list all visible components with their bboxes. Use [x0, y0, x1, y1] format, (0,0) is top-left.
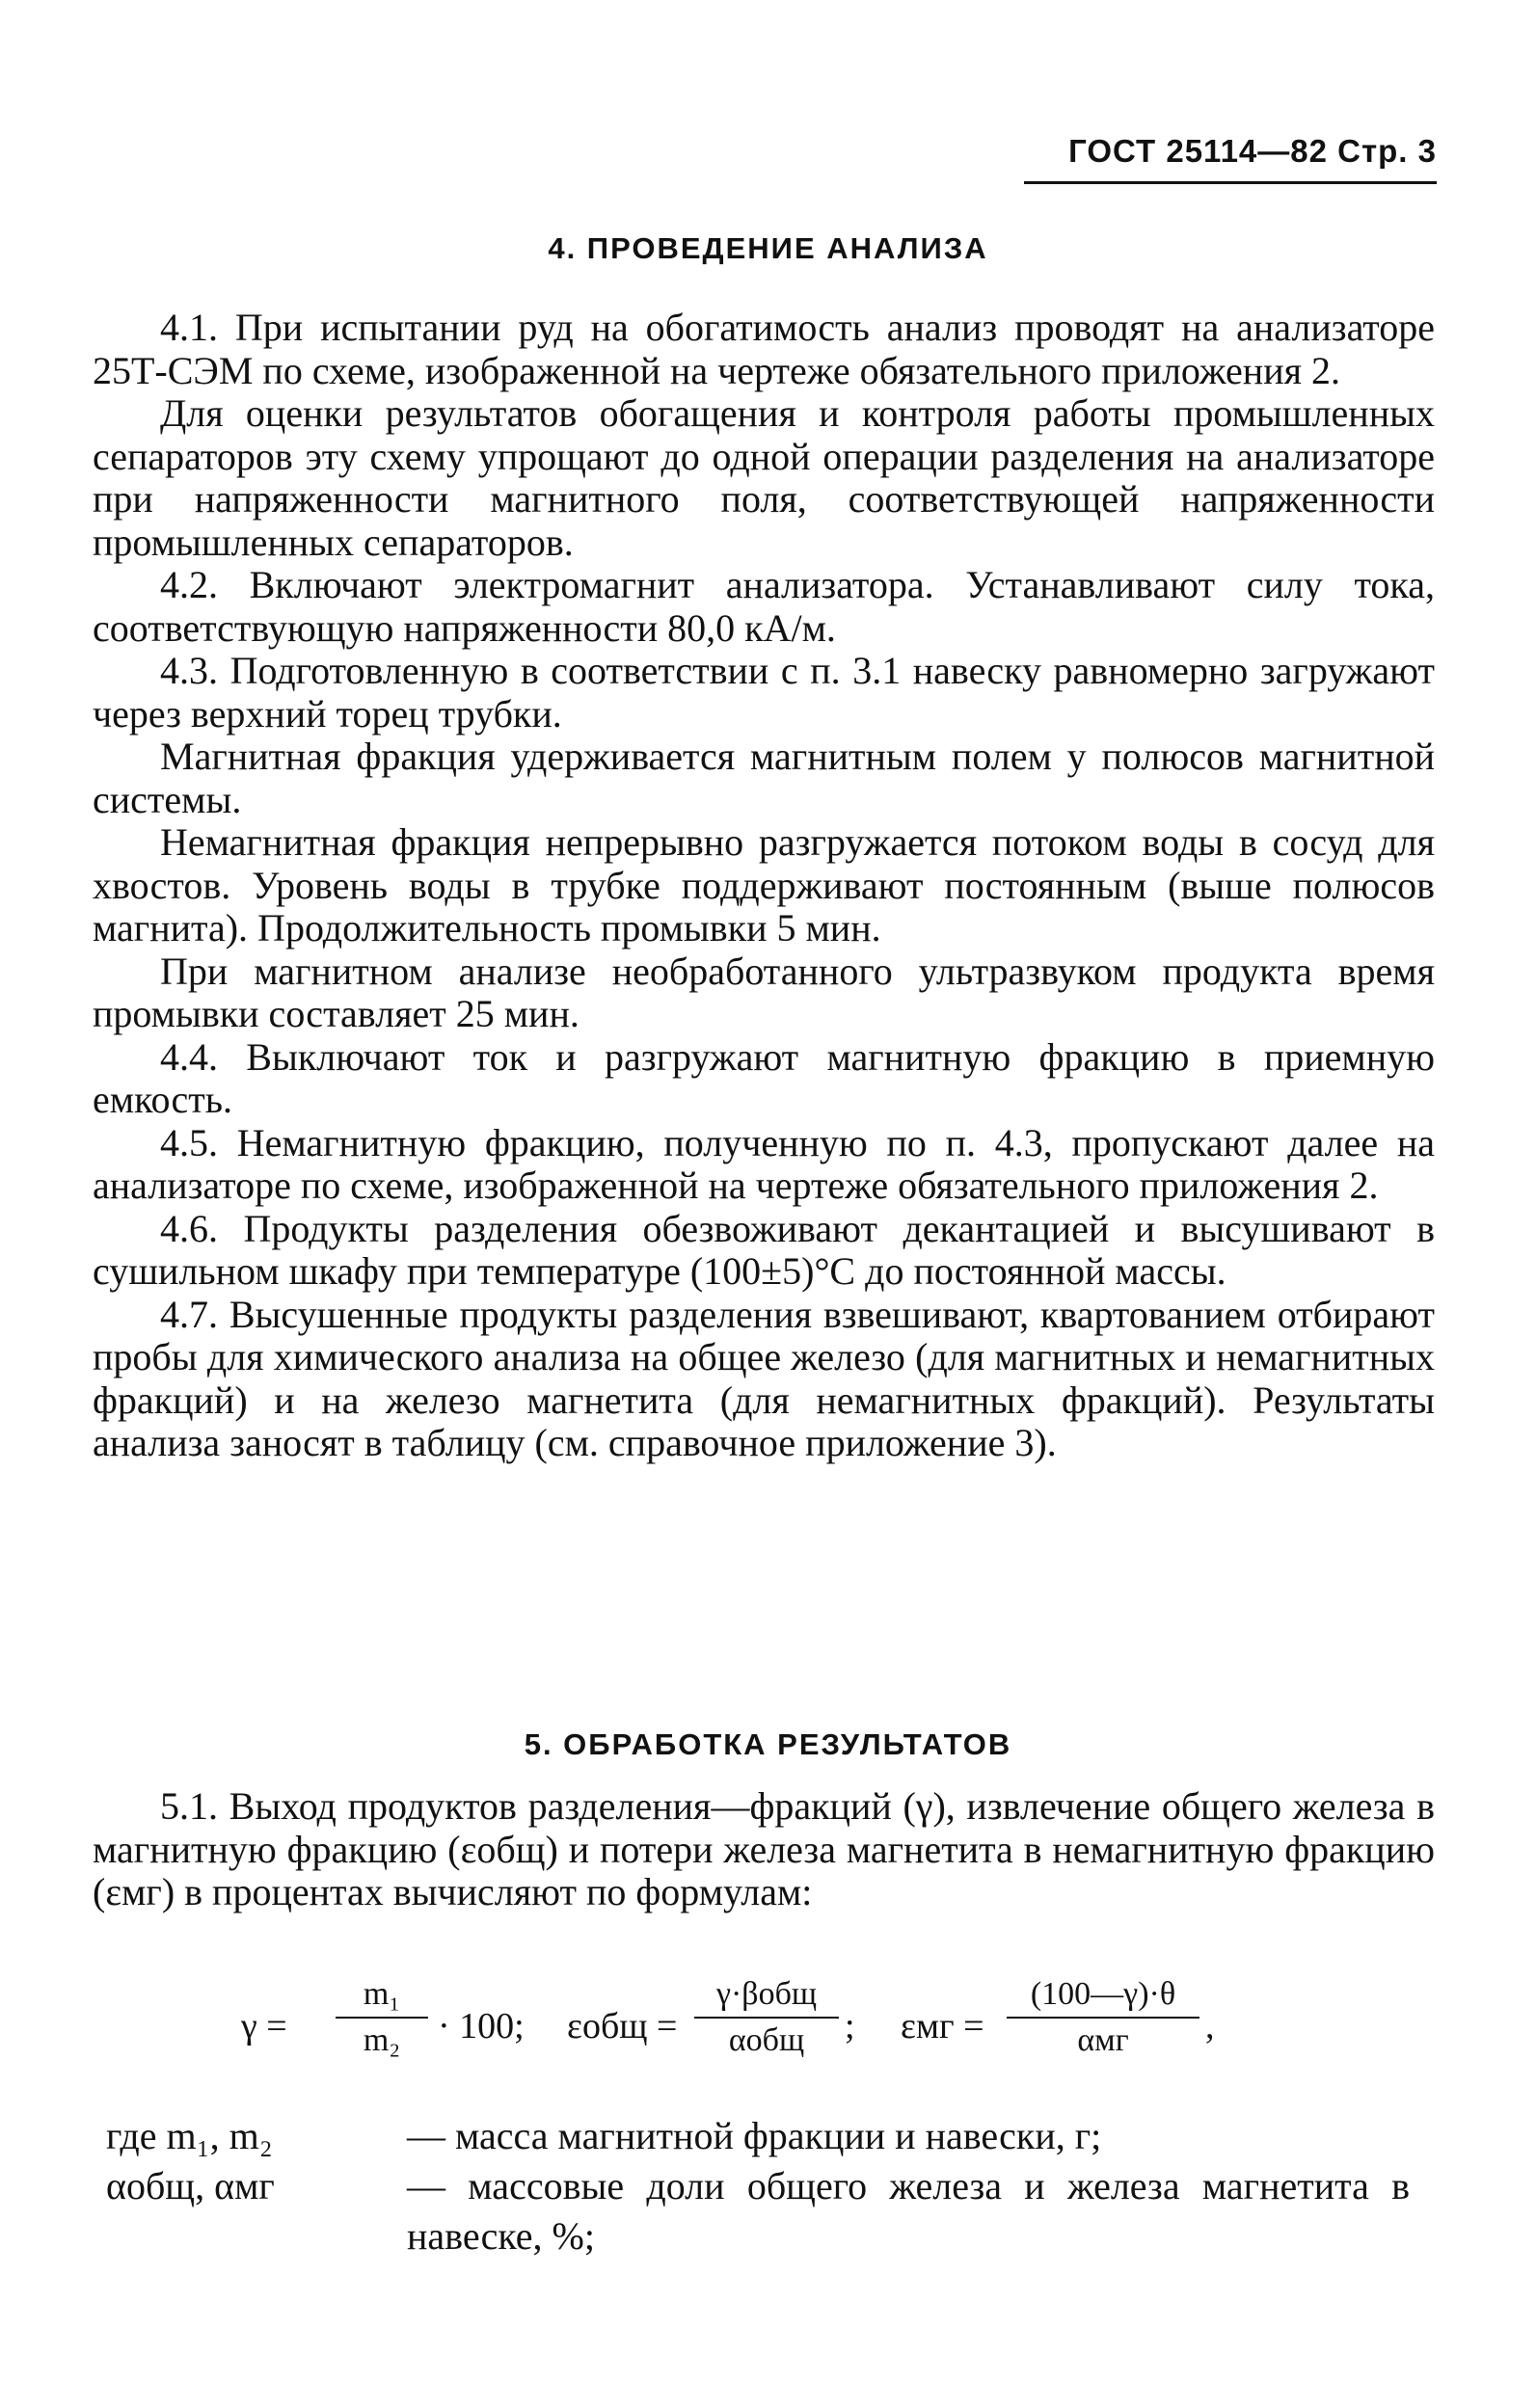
paragraph: 4.1. При испытании руд на обогатимость анализ проводят на анализаторе 25Т-СЭМ по схеме, изображенной на чертеже обязательного приложения 2.	[93, 306, 1435, 392]
paragraph: 4.6. Продукты разделения обезвоживают декантацией и высушивают в сушильном шкафу при температуре (100±5)°С до постоянной массы.	[93, 1206, 1435, 1293]
header-rule	[1024, 181, 1437, 184]
paragraph: Для оценки результатов обогащения и контроля работы промышленных сепараторов эту схему упрощают до одной операции разделения на анализаторе при напряженности магнитного поля, соответствующей напряженности промышленных сепараторов.	[93, 391, 1435, 564]
paragraph: 4.7. Высушенные продукты разделения взвешивают, квартованием отбирают пробы для химического анализа на общее железо (для магнитных и немагнитных фракций) и на железо магнетита (для немагнитных фракций). Результаты анализа заносят в таблицу (см. справочное приложение 3).	[93, 1292, 1435, 1464]
definition-text: — масса магнитной фракции и навески, г;	[407, 2114, 1102, 2157]
formula-eps-total-numerator: γ·βобщ	[715, 1976, 818, 2012]
section-5-title: 5. ОБРАБОТКА РЕЗУЛЬТАТОВ	[524, 1727, 1012, 1761]
paragraph: 4.3. Подготовленную в соответствии с п. 3.1 навеску равномерно загружают через верхний торец трубки.	[93, 649, 1435, 736]
section-4-title: 4. ПРОВЕДЕНИЕ АНАЛИЗА	[548, 231, 988, 265]
page-header: ГОСТ 25114—82 Стр. 3	[1068, 133, 1437, 169]
definition-label: где m₁, m₂	[106, 2114, 273, 2157]
formula-eps-total-denominator: αобщ	[728, 2022, 805, 2058]
formula-gamma-denominator: m₂	[363, 2022, 401, 2058]
formula-gamma-numerator: m₁	[363, 1976, 401, 2012]
definition-row	[106, 2161, 1437, 2261]
formula-eps-mg-denominator: αмг	[1077, 2022, 1129, 2058]
paragraph: 4.4. Выключают ток и разгружают магнитную фракцию в приемную емкость.	[93, 1034, 1435, 1121]
formula-eps-mg-fraction	[1007, 1976, 1199, 2059]
definition-label: αобщ, αмг	[106, 2164, 275, 2207]
paragraph: Магнитная фракция удерживается магнитным полем у полюсов магнитной системы.	[93, 735, 1435, 821]
paragraph: 4.5. Немагнитную фракцию, полученную по п. 4.3, пропускают далее на анализаторе по схеме, изображенной на чертеже обязательного приложения 2.	[93, 1120, 1435, 1207]
formula-eps-mg-lhs: εмг =	[901, 2006, 984, 2047]
formula-eps-total-lhs: εобщ =	[567, 2006, 678, 2047]
section-4-body	[93, 307, 1435, 1465]
section-5-body	[93, 1785, 1435, 1914]
definition-row	[106, 2111, 1437, 2161]
paragraph: При магнитном анализе необработанного ультразвуком продукта время промывки составляет 25 мин.	[93, 949, 1435, 1035]
paragraph: 5.1. Выход продуктов разделения—фракций (γ), извлечение общего железа в магнитную фракцию (εобщ) и потери железа магнетита в немагнитную фракцию (εмг) в процентах вычисляют по формулам:	[93, 1784, 1435, 1913]
formula-eps-mg-numerator: (100—γ)·θ	[1030, 1976, 1176, 2012]
paragraph: 4.2. Включают электромагнит анализатора. Устанавливают силу тока, соответствующую напряженности 80,0 кА/м.	[93, 563, 1435, 650]
formulas	[222, 1976, 1282, 2092]
formula-gamma-tail: · 100;	[438, 2006, 525, 2047]
paragraph: Немагнитная фракция непрерывно разгружается потоком воды в сосуд для хвостов. Уровень воды в трубке поддерживают постоянным (выше полюсов магнита). Продолжительность промывки 5 мин.	[93, 820, 1435, 950]
definitions	[106, 2111, 1437, 2261]
formula-gamma-lhs: γ =	[241, 2006, 287, 2047]
formula-eps-mg-tail: ,	[1205, 2006, 1215, 2047]
formula-eps-total-tail: ;	[845, 2006, 855, 2047]
definition-text: — массовые доли общего железа и железа магнетита в навеске, %;	[407, 2164, 1410, 2258]
formula-eps-total-fraction	[694, 1976, 839, 2059]
formula-gamma-fraction	[336, 1976, 428, 2059]
